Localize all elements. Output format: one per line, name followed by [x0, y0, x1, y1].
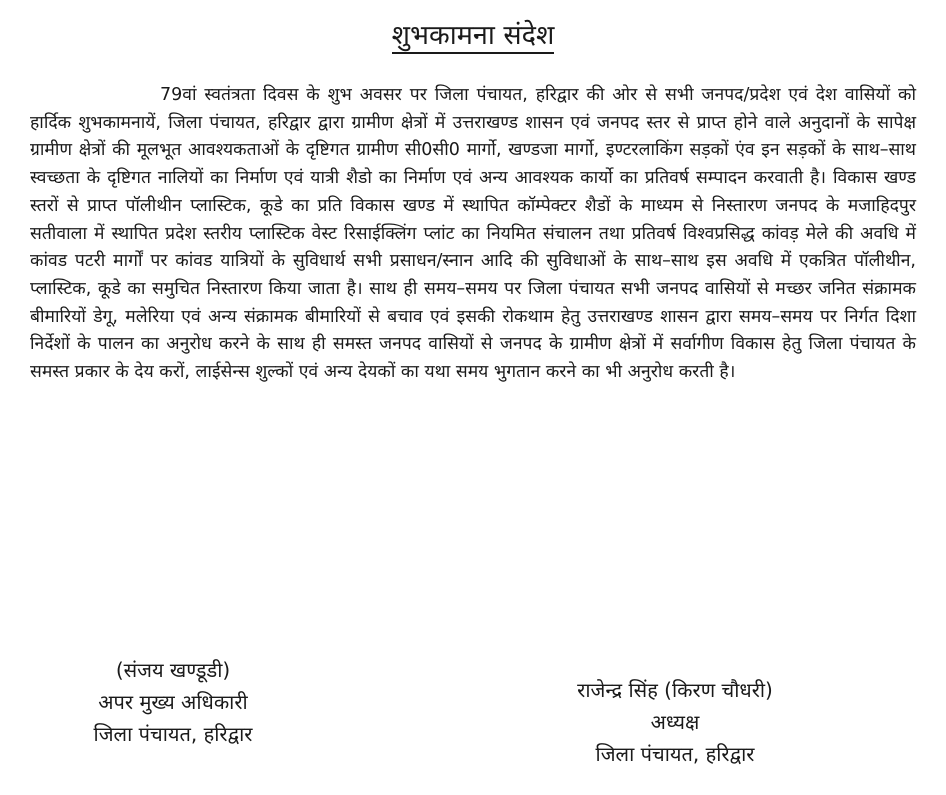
signatory-designation: अपर मुख्य अधिकारी — [98, 690, 248, 714]
message-body: 79वां स्वतंत्रता दिवस के शुभ अवसर पर जिला पंचायत, हरिद्वार की ओर से सभी जनपद/प्रदेश एवं देश वासियों को हार्दिक शुभकामनायें, जिला पंचायत, हरिद्वार द्वारा ग्रामीण क्षेत्रों में उत्तराखण्ड शासन एवं जनपद स्तर से प्राप्त होने वाले अनुदानों के सापेक्ष ग्रामीण क्षेत्रों की मूलभूत आवश्यकताओं के दृष्टिगत ग्रामीण सी0सी0 मार्गो, खण्डजा मार्गो, इण्टरलाकिंग सड़कों एंव इन सड़कों के साथ–साथ स्वच्छता के दृष्टिगत नालियों का निर्माण एवं यात्री शैडो का निर्माण एवं अन्य आवश्यक कार्यो का प्रतिवर्ष सम्पादन करवाती है। विकास खण्ड स्तरों से प्राप्त पॉलीथीन प्लास्टिक, कूडे का प्रति विकास खण्ड में स्थापित कॉम्पेक्टर शैडों के माध्यम से निस्तारण जनपद के मजाहिदपुर सतीवाला में स्थापित प्रदेश स्तरीय प्लास्टिक वेस्ट रिसाईक्लिंग प्लांट का नियमित संचालन तथा प्रतिवर्ष विश्वप्रसिद्ध कांवड़ मेले की अवधि में कांवड पटरी मार्गों पर कांवड यात्रियों के सुविधार्थ सभी प्रसाधन/स्नान आदि की सुविधाओं के साथ–साथ इस अवधि में एकत्रित पॉलीथीन, प्लास्टिक, कूडे का समुचित निस्तारण किया जाता है। साथ ही समय–समय पर जिला पंचायत सभी जनपद वासियों से मच्छर जनित संक्रामक बीमारियों डेगू, मलेरिया एवं अन्य संक्रामक बीमारियों से बचाव एवं इसकी रोकथाम हेतु उत्तराखण्ड शासन द्वारा समय–समय पर निर्गत दिशा निर्देशों के पालन का अनुरोध करने के साथ ही समस्त जनपद वासियों से जनपद के ग्रामीण क्षेत्रों में सर्वागीण विकास हेतु जिला पंचायत के समस्त प्रकार के देय करों, लाईसेन्स शुल्कों एवं अन्य देयकों का यथा समय भुगतान करने का भी अनुरोध करती है। — [30, 85, 916, 383]
signature-block-right — [530, 674, 820, 770]
signatory-name: (संजय खण्डूडी) — [115, 658, 231, 682]
page-title — [0, 18, 946, 54]
signatory-office: जिला पंचायत, हरिद्वार — [595, 742, 755, 766]
title-text: शुभकामना संदेश — [392, 20, 555, 54]
signatory-name: राजेन्द्र सिंह (किरण चौधरी) — [577, 678, 773, 702]
signatory-office: जिला पंचायत, हरिद्वार — [93, 722, 253, 746]
signatory-designation: अध्यक्ष — [650, 710, 700, 734]
signature-block-left — [48, 654, 298, 750]
